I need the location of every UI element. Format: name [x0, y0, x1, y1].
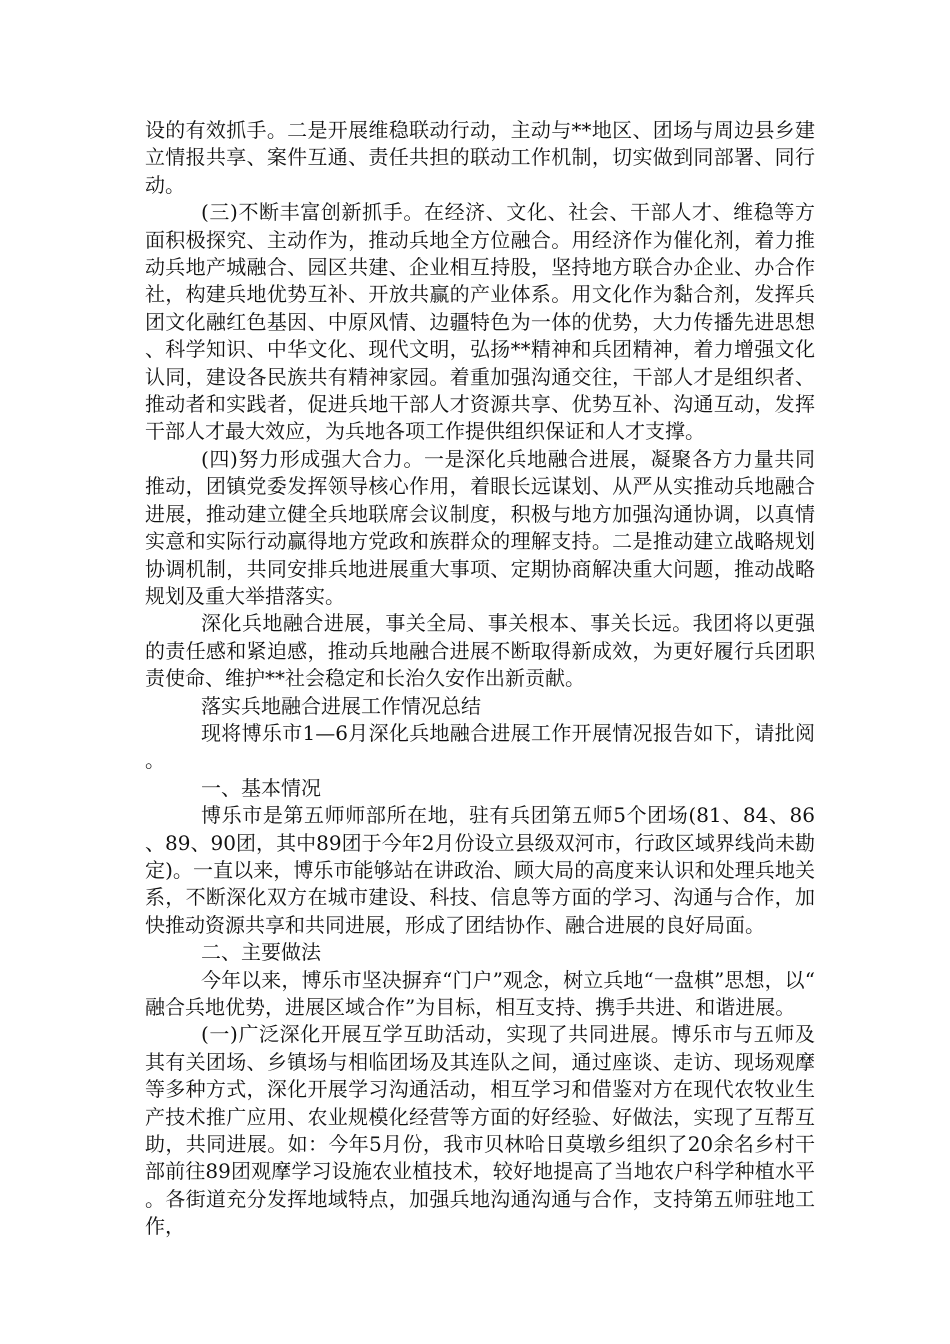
- paragraph-1: 设的有效抓手。二是开展维稳联动行动，主动与**地区、团场与周边县乡建立情报共享、案件互通、责任共担的联动工作机制，切实做到同部署、同行动。: [145, 118, 815, 197]
- paragraph-practice-1: (一)广泛深化开展互学互助活动，实现了共同进展。博乐市与五师及其有关团场、乡镇场与相临团场及其连队之间，通过座谈、走访、现场观摩等多种方式，深化开展学习沟通活动，相互学习和借鉴对方在现代农牧业生产技术推广应用、农业规模化经营等方面的好经验、好做法，实现了互帮互助，共同进展。如：今年5月份，我市贝林哈日莫墩乡组织了20余名乡村干部前往89团观摩学习设施农业植技术，较好地提高了当地农户科学种植水平。各街道充分发挥地域特点，加强兵地沟通沟通与合作，支持第五师驻地工作，: [145, 1022, 815, 1239]
- paragraph-main-practices: 今年以来，博乐市坚决摒弃“门户”观念，树立兵地“一盘棋”思想，以“融合兵地优势，进展区域合作”为目标，相互支持、携手共进、和谐进展。: [145, 967, 815, 1019]
- heading-main-practices: 二、主要做法: [201, 940, 321, 965]
- paragraph-4: 深化兵地融合进展，事关全局、事关根本、事关长远。我团将以更强的责任感和紧迫感，推动兵地融合进展不断取得新成效，为更好履行兵团职责使命、维护**社会稳定和长治久安作出新贡献。: [145, 611, 815, 691]
- paragraph-intro: 现将博乐市1—6月深化兵地融合进展工作开展情况报告如下，请批阅。: [145, 720, 815, 773]
- paragraph-3: (四)努力形成强大合力。一是深化兵地融合进展，凝聚各方力量共同推动，团镇党委发挥领导核心作用，着眼长远谋划、从严从实推动兵地融合进展，推动建立健全兵地联席会议制度，积极与地方加强沟通协调，以真情实意和实际行动赢得地方党政和族群众的理解支持。二是推动建立战略规划协调机制，共同安排兵地进展重大事项、定期协商解决重大问题，推动战略规划及重大举措落实。: [145, 446, 815, 608]
- heading-basic-situation: 一、基本情况: [201, 775, 321, 800]
- section-title: 落实兵地融合进展工作情况总结: [201, 693, 481, 718]
- paragraph-2: (三)不断丰富创新抓手。在经济、文化、社会、干部人才、维稳等方面积极探究、主动作为，推动兵地全方位融合。用经济作为催化剂，着力推动兵地产城融合、园区共建、企业相互持股，坚持地方联合办企业、办合作社，构建兵地优势互补、开放共赢的产业体系。用文化作为黏合剂，发挥兵团文化融红色基因、中原风情、边疆特色为一体的优势，大力传播先进思想、科学知识、中华文化、现代文明，弘扬**精神和兵团精神，着力增强文化认同，建设各民族共有精神家园。着重加强沟通交往，干部人才是组织者、推动者和实践者，促进兵地干部人才资源共享、优势互补、沟通互动，发挥干部人才最大效应，为兵地各项工作提供组织保证和人才支撑。: [145, 200, 815, 444]
- document-body: [145, 117, 815, 1241]
- paragraph-basic-situation: 博乐市是第五师师部所在地，驻有兵团第五师5个团场(81、84、86、89、90团，其中89团于今年2月份设立县级双河市，行政区域界线尚未勘定)。一直以来，博乐市能够站在讲政治、顾大局的高度来认识和处理兵地关系，不断深化双方在城市建设、科技、信息等方面的学习、沟通与合作，加快推动资源共享和共同进展，形成了团结协作、融合进展的良好局面。: [145, 803, 815, 937]
